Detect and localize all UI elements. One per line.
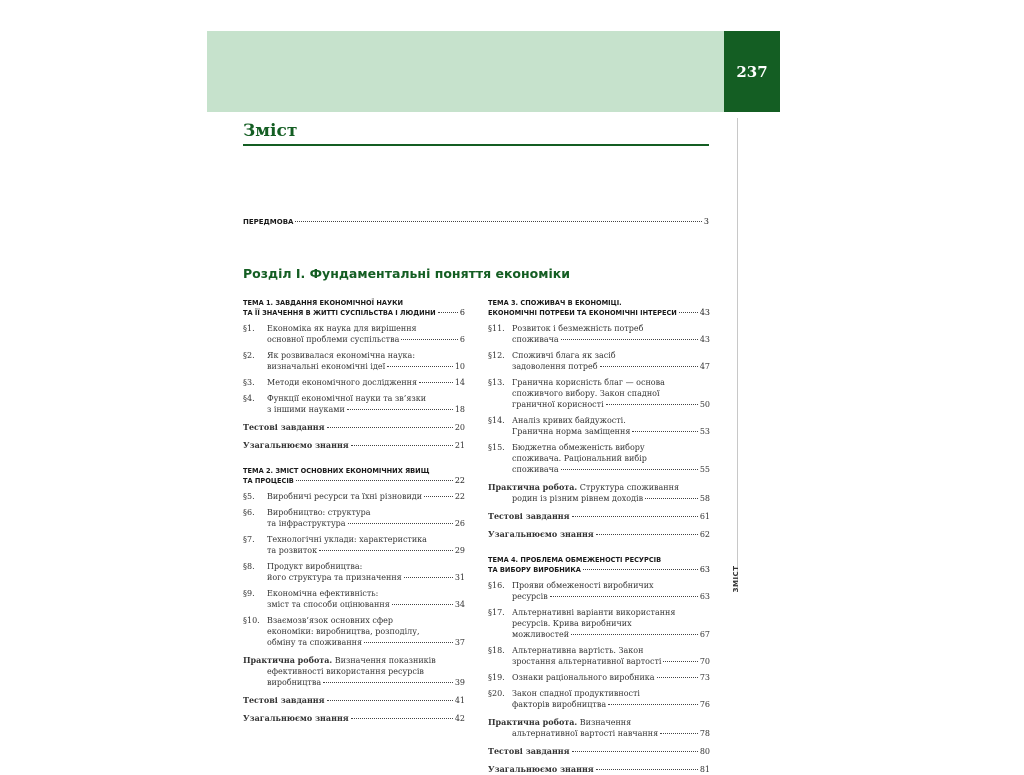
topic-title-text: ТА ПРОЦЕСІВ xyxy=(243,477,294,485)
topic-title-line: ТЕМА 4. ПРОБЛЕМА ОБМЕЖЕНОСТІ РЕСУРСІВ xyxy=(488,556,662,564)
entry-line xyxy=(512,426,710,437)
entry-text: визначальні економічні ідеї xyxy=(267,362,386,371)
toc-entry[interactable] xyxy=(488,645,710,667)
paragraph-number: §18. xyxy=(488,646,505,655)
page-ref: 70 xyxy=(699,657,710,666)
entry-body xyxy=(267,588,465,610)
entry-line xyxy=(512,672,710,683)
title-rule xyxy=(243,144,709,146)
entry-body xyxy=(512,580,710,602)
leader-dots xyxy=(645,498,698,499)
topic-title-text: ТА ВИБОРУ ВИРОБНИКА xyxy=(488,566,581,574)
page-ref: 53 xyxy=(699,427,710,436)
leader-dots xyxy=(351,445,453,446)
toc-entry[interactable] xyxy=(243,561,465,583)
page-ref: 58 xyxy=(699,494,710,503)
leader-dots xyxy=(323,682,453,683)
entry-text: обміну та споживання xyxy=(267,638,363,647)
toc-topic[interactable] xyxy=(488,298,710,318)
page-ref: 6 xyxy=(459,308,465,317)
entry-label: Узагальнюємо знання xyxy=(488,529,594,539)
entry-body xyxy=(267,377,465,388)
page-title: Зміст xyxy=(243,121,298,141)
entry-body xyxy=(267,323,465,345)
page-ref: 41 xyxy=(454,696,465,705)
entry-body xyxy=(267,350,465,372)
leader-dots xyxy=(561,469,698,470)
entry-line: Прояви обмеженості виробничих xyxy=(512,581,654,590)
leader-dots xyxy=(296,480,453,481)
entry-line xyxy=(512,699,710,710)
leader-dots xyxy=(561,339,698,340)
entry-line: Функції економічної науки та зв’язки xyxy=(267,394,427,403)
leader-dots xyxy=(660,733,698,734)
entry-line: Альтернативні варіанти використання xyxy=(512,608,676,617)
leader-dots xyxy=(347,409,453,410)
toc-column-right xyxy=(488,298,710,775)
entry-label: Тестові завдання xyxy=(243,695,325,705)
entry-line: Продукт виробництва: xyxy=(267,562,363,571)
spacer xyxy=(488,522,710,529)
entry-text: зростання альтернативної вартості xyxy=(512,657,662,666)
page-ref: 20 xyxy=(454,423,465,432)
entry-line xyxy=(243,677,465,688)
paragraph-number: §2. xyxy=(243,351,255,360)
topic-title-line xyxy=(243,476,465,486)
entry-line xyxy=(267,637,465,648)
entry-text: Ознаки раціонального виробника xyxy=(512,673,655,682)
entry-label: Практична робота. xyxy=(243,655,333,665)
entry-text: факторів виробництва xyxy=(512,700,607,709)
entry-text: ресурсів xyxy=(512,592,548,601)
toc-topic[interactable] xyxy=(488,555,710,575)
leader-dots xyxy=(351,718,453,719)
topic-title-line xyxy=(488,308,710,318)
topic-title-line: ТЕМА 2. ЗМІСТ ОСНОВНИХ ЕКОНОМІЧНИХ ЯВИЩ xyxy=(243,467,430,475)
paragraph-number: §12. xyxy=(488,351,505,360)
entry-body xyxy=(512,672,710,683)
entry-line: Бюджетна обмеженість вибору xyxy=(512,443,645,452)
leader-dots xyxy=(401,339,458,340)
entry-line xyxy=(488,482,710,493)
leader-dots xyxy=(663,661,697,662)
entry-text: споживача xyxy=(512,335,559,344)
entry-line xyxy=(267,404,465,415)
entry-line: споживача. Раціональний вибір xyxy=(512,454,647,463)
entry-line: ресурсів. Крива виробничих xyxy=(512,619,632,628)
entry-line xyxy=(512,399,710,410)
toc-practical-work[interactable] xyxy=(243,655,465,688)
entry-line xyxy=(267,599,465,610)
toc-entry[interactable] xyxy=(243,393,465,415)
entry-text: альтернативної вартості навчання xyxy=(512,729,659,738)
entry-line xyxy=(267,334,465,345)
paragraph-number: §19. xyxy=(488,673,505,682)
toc-entry[interactable] xyxy=(243,534,465,556)
entry-text: Визначення xyxy=(579,718,632,727)
toc-summary[interactable] xyxy=(243,713,465,724)
toc-entry[interactable] xyxy=(488,350,710,372)
toc-topic[interactable] xyxy=(243,466,465,486)
toc-entry[interactable] xyxy=(488,580,710,602)
entry-line: ефективності використання ресурсів xyxy=(267,667,424,676)
entry-line: економіки: виробництва, розподілу, xyxy=(267,627,420,636)
page-ref: 29 xyxy=(454,546,465,555)
entry-line: Взаємозв’язок основних сфер xyxy=(267,616,393,625)
page-ref: 31 xyxy=(454,573,465,582)
entry-body xyxy=(267,615,465,648)
page-ref: 37 xyxy=(454,638,465,647)
entry-label: Тестові завдання xyxy=(243,422,325,432)
entry-text: Методи економічного дослідження xyxy=(267,378,418,387)
entry-line xyxy=(488,717,710,728)
paragraph-number: §17. xyxy=(488,608,505,617)
page-ref: 26 xyxy=(454,519,465,528)
paragraph-number: §15. xyxy=(488,443,505,452)
entry-line: Аналіз кривих байдужості. xyxy=(512,416,626,425)
entry-line xyxy=(243,655,465,666)
spacer xyxy=(488,540,710,555)
spacer xyxy=(488,739,710,746)
paragraph-number: §13. xyxy=(488,378,505,387)
spacer xyxy=(243,433,465,440)
page-ref: 80 xyxy=(699,747,710,756)
paragraph-number: §1. xyxy=(243,324,255,333)
paragraph-number: §11. xyxy=(488,324,505,333)
entry-body xyxy=(267,561,465,583)
paragraph-number: §4. xyxy=(243,394,255,403)
entry-line xyxy=(267,377,465,388)
leader-dots xyxy=(600,366,698,367)
page-number: 237 xyxy=(724,31,780,112)
paragraph-number: §14. xyxy=(488,416,505,425)
section-heading: Розділ I. Фундаментальні поняття економіки xyxy=(243,266,570,281)
topic-title-line: ТЕМА 3. СПОЖИВАЧ В ЕКОНОМІЦІ. xyxy=(488,299,622,307)
leader-dots xyxy=(387,366,453,367)
toc-preface[interactable] xyxy=(243,217,709,227)
leader-dots xyxy=(657,677,698,678)
page-ref: 62 xyxy=(699,530,710,539)
leader-dots xyxy=(419,382,453,383)
entry-text: задоволення потреб xyxy=(512,362,598,371)
leader-dots xyxy=(348,523,453,524)
toc-tests[interactable] xyxy=(243,695,465,706)
paragraph-number: §9. xyxy=(243,589,255,598)
toc-entry[interactable] xyxy=(243,377,465,388)
leader-dots xyxy=(583,569,698,570)
leader-dots xyxy=(596,534,698,535)
entry-body xyxy=(267,507,465,529)
paragraph-number: §8. xyxy=(243,562,255,571)
leader-dots xyxy=(608,704,698,705)
entry-text: Визначення показників xyxy=(334,656,436,665)
page-ref: 10 xyxy=(454,362,465,371)
entry-line: споживчого вибору. Закон спадної xyxy=(512,389,660,398)
entry-text: Гранична норма заміщення xyxy=(512,427,631,436)
entry-body xyxy=(512,350,710,372)
toc-entry[interactable] xyxy=(488,415,710,437)
entry-label: Узагальнюємо знання xyxy=(488,764,594,774)
toc-topic[interactable] xyxy=(243,298,465,318)
spacer xyxy=(243,415,465,422)
toc-column-left xyxy=(243,298,465,724)
topic-title-text: ТА ЇЇ ЗНАЧЕННЯ В ЖИТТІ СУСПІЛЬСТВА І ЛЮДИНИ xyxy=(243,309,436,317)
toc-summary[interactable] xyxy=(488,764,710,775)
toc-tests[interactable] xyxy=(488,746,710,757)
leader-dots xyxy=(319,550,453,551)
toc-tests[interactable] xyxy=(488,511,710,522)
toc-entry[interactable] xyxy=(488,607,710,640)
entry-body xyxy=(267,491,465,502)
entry-line xyxy=(512,629,710,640)
entry-line: Економіка як наука для вирішення xyxy=(267,324,417,333)
entry-text: та розвиток xyxy=(267,546,318,555)
entry-text: його структура та призначення xyxy=(267,573,402,582)
entry-text: родин із різним рівнем доходів xyxy=(512,494,644,503)
entry-label: Практична робота. xyxy=(488,717,578,727)
spacer xyxy=(488,504,710,511)
entry-line: Закон спадної продуктивності xyxy=(512,689,640,698)
header-band xyxy=(207,31,724,112)
paragraph-number: §10. xyxy=(243,616,260,625)
topic-title-text: ЕКОНОМІЧНІ ПОТРЕБИ ТА ЕКОНОМІЧНІ ІНТЕРЕСИ xyxy=(488,309,677,317)
entry-line xyxy=(267,361,465,372)
entry-label: Тестові завдання xyxy=(488,746,570,756)
page-ref: 50 xyxy=(699,400,710,409)
topic-title-line xyxy=(243,308,465,318)
toc-entry[interactable] xyxy=(243,323,465,345)
page-ref: 3 xyxy=(703,217,709,226)
leader-dots xyxy=(327,700,453,701)
entry-text: споживача xyxy=(512,465,559,474)
entry-text: Структура споживання xyxy=(579,483,680,492)
side-label: ЗМІСТ xyxy=(732,565,740,593)
leader-dots xyxy=(679,312,698,313)
entry-body xyxy=(512,607,710,640)
page-ref: 42 xyxy=(454,714,465,723)
page-ref: 47 xyxy=(699,362,710,371)
leader-dots xyxy=(606,404,698,405)
side-rule xyxy=(737,118,738,588)
page-ref: 81 xyxy=(699,765,710,774)
entry-line xyxy=(512,591,710,602)
toc-entry[interactable] xyxy=(488,442,710,475)
toc-entry[interactable] xyxy=(488,377,710,410)
entry-body xyxy=(512,442,710,475)
entry-line xyxy=(267,545,465,556)
leader-dots xyxy=(438,312,458,313)
entry-text: можливостей xyxy=(512,630,570,639)
entry-line xyxy=(267,491,465,502)
entry-label: Узагальнюємо знання xyxy=(243,440,349,450)
leader-dots xyxy=(596,769,698,770)
toc-tests[interactable] xyxy=(243,422,465,433)
page-ref: 63 xyxy=(699,592,710,601)
entry-line: Виробництво: структура xyxy=(267,508,371,517)
entry-line xyxy=(267,518,465,529)
toc-entry[interactable] xyxy=(243,350,465,372)
leader-dots xyxy=(404,577,453,578)
toc-entry[interactable] xyxy=(488,672,710,683)
leader-dots xyxy=(572,516,698,517)
entry-text: Виробничі ресурси та їхні різновиди xyxy=(267,492,423,501)
entry-text: з іншими науками xyxy=(267,405,345,414)
entry-line: Гранична корисність благ — основа xyxy=(512,378,665,387)
toc-entry[interactable] xyxy=(243,615,465,648)
topic-title-line: ТЕМА 1. ЗАВДАННЯ ЕКОНОМІЧНОЇ НАУКИ xyxy=(243,299,404,307)
page-ref: 43 xyxy=(699,308,710,317)
entry-body xyxy=(512,415,710,437)
page-ref: 61 xyxy=(699,512,710,521)
entry-text: виробництва xyxy=(267,678,322,687)
paragraph-number: §3. xyxy=(243,378,255,387)
leader-dots xyxy=(550,596,698,597)
entry-body xyxy=(267,393,465,415)
leader-dots xyxy=(364,642,453,643)
entry-line: Технологічні уклади: характеристика xyxy=(267,535,427,544)
toc-practical-work[interactable] xyxy=(488,482,710,504)
spacer xyxy=(488,757,710,764)
paragraph-number: §6. xyxy=(243,508,255,517)
spacer xyxy=(488,475,710,482)
page-ref: 14 xyxy=(454,378,465,387)
entry-line xyxy=(512,361,710,372)
spacer xyxy=(243,451,465,466)
page-ref: 55 xyxy=(699,465,710,474)
entry-body xyxy=(512,323,710,345)
leader-dots xyxy=(572,751,698,752)
page-ref: 67 xyxy=(699,630,710,639)
spacer xyxy=(243,688,465,695)
entry-line: Споживчі блага як засіб xyxy=(512,351,616,360)
page-ref: 39 xyxy=(454,678,465,687)
entry-line: Розвиток і безмежність потреб xyxy=(512,324,644,333)
entry-line: Економічна ефективність: xyxy=(267,589,379,598)
page-ref: 34 xyxy=(454,600,465,609)
paragraph-number: §5. xyxy=(243,492,255,501)
paragraph-number: §20. xyxy=(488,689,505,698)
page-ref: 21 xyxy=(454,441,465,450)
entry-body xyxy=(512,688,710,710)
entry-line xyxy=(267,572,465,583)
page-ref: 78 xyxy=(699,729,710,738)
entry-text: основної проблеми суспільства xyxy=(267,335,400,344)
toc-summary[interactable] xyxy=(243,440,465,451)
page-ref: 73 xyxy=(699,673,710,682)
leader-dots xyxy=(571,634,698,635)
toc-entry[interactable] xyxy=(488,323,710,345)
leader-dots xyxy=(295,221,701,222)
entry-line xyxy=(512,464,710,475)
paragraph-number: §7. xyxy=(243,535,255,544)
entry-text: та інфраструктура xyxy=(267,519,346,528)
page-ref: 18 xyxy=(454,405,465,414)
toc-entry[interactable] xyxy=(488,688,710,710)
spacer xyxy=(243,648,465,655)
paragraph-number: §16. xyxy=(488,581,505,590)
toc-entry[interactable] xyxy=(243,588,465,610)
toc-entry[interactable] xyxy=(243,507,465,529)
toc-entry[interactable] xyxy=(243,491,465,502)
entry-label: Практична робота. xyxy=(488,482,578,492)
leader-dots xyxy=(632,431,697,432)
entry-body xyxy=(267,534,465,556)
entry-line xyxy=(488,728,710,739)
spacer xyxy=(488,710,710,717)
toc-practical-work[interactable] xyxy=(488,717,710,739)
entry-line xyxy=(512,656,710,667)
entry-line xyxy=(488,493,710,504)
page-ref: 22 xyxy=(454,492,465,501)
entry-body xyxy=(512,645,710,667)
leader-dots xyxy=(424,496,453,497)
entry-label: Узагальнюємо знання xyxy=(243,713,349,723)
leader-dots xyxy=(392,604,453,605)
preface-label: ПЕРЕДМОВА xyxy=(243,218,294,226)
entry-line xyxy=(512,334,710,345)
entry-text: зміст та способи оцінювання xyxy=(267,600,390,609)
page-ref: 76 xyxy=(699,700,710,709)
spacer xyxy=(243,706,465,713)
entry-body xyxy=(512,377,710,410)
page-ref: 43 xyxy=(699,335,710,344)
toc-summary[interactable] xyxy=(488,529,710,540)
entry-line: Альтернативна вартість. Закон xyxy=(512,646,644,655)
entry-label: Тестові завдання xyxy=(488,511,570,521)
leader-dots xyxy=(327,427,453,428)
entry-line: Як розвивалася економічна наука: xyxy=(267,351,416,360)
page-ref: 22 xyxy=(454,476,465,485)
entry-text: граничної корисності xyxy=(512,400,604,409)
topic-title-line xyxy=(488,565,710,575)
page-ref: 63 xyxy=(699,565,710,574)
page-ref: 6 xyxy=(459,335,465,344)
